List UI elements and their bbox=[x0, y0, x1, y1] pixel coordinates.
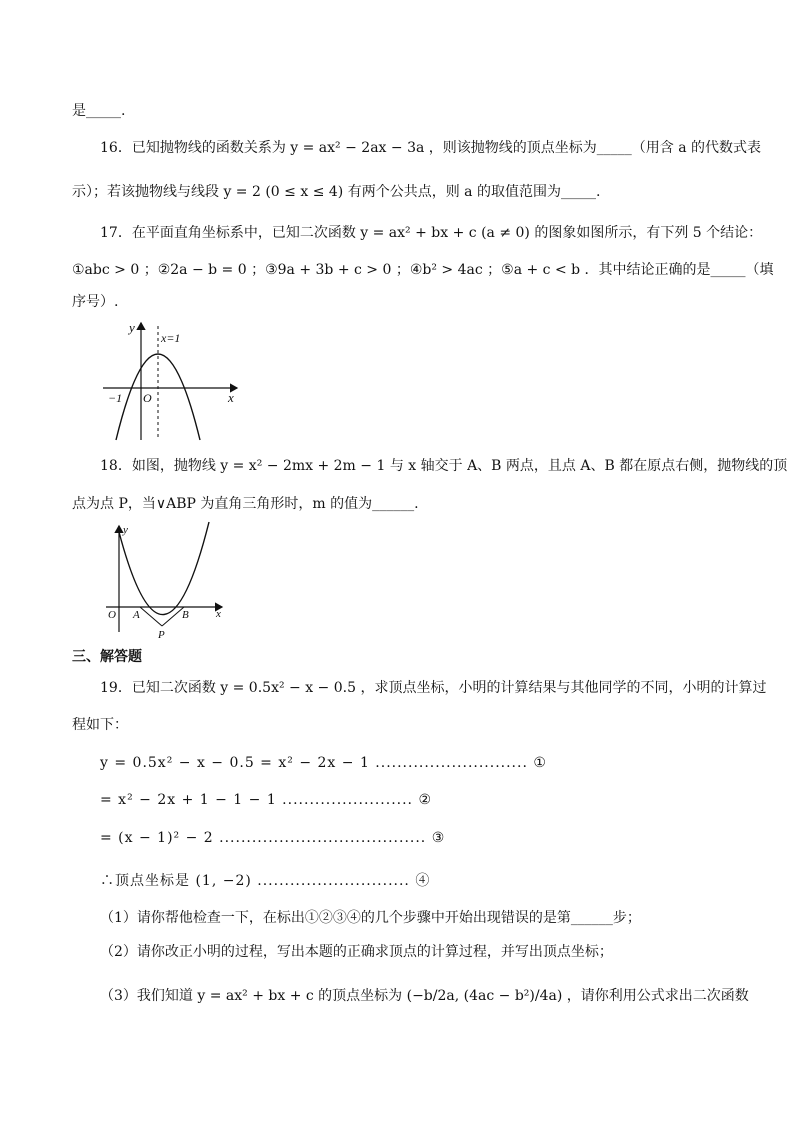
y-label: y bbox=[123, 524, 128, 536]
parabola bbox=[116, 354, 200, 440]
neg-one-label: −1 bbox=[108, 391, 123, 405]
y-label: y bbox=[129, 320, 135, 335]
point-B-label: B bbox=[182, 609, 189, 621]
q17-line2: ①abc > 0 ；②2a − b = 0 ；③9a + 3b + c > 0 ；④b² > 4ac ；⑤a + c < b ．其中结论正确的是_____（填 bbox=[72, 262, 774, 278]
q17-figure bbox=[100, 318, 245, 446]
point-P-label: P bbox=[158, 629, 165, 641]
q18-line1: 18．如图，抛物线 y = x² − 2mx + 2m − 1 与 x 轴交于 A、B 两点，且点 A、B 都在原点右侧，抛物线的顶 bbox=[100, 458, 788, 474]
origin-label: O bbox=[143, 391, 152, 405]
x-label: x bbox=[228, 390, 234, 405]
q19-step4: ∴顶点坐标是 (1, −2) ............................ ④ bbox=[100, 873, 431, 889]
q17-line3: 序号）. bbox=[72, 294, 119, 310]
q19-step3: = (x − 1)² − 2 ...................................... ③ bbox=[100, 830, 446, 846]
q18-figure bbox=[100, 520, 230, 645]
origin-label: O bbox=[108, 609, 116, 621]
x-label: x bbox=[216, 608, 221, 620]
q19-step1: y = 0.5x² − x − 0.5 = x² − 2x − 1 ............................ ① bbox=[100, 755, 547, 771]
q19-part2: （2）请你改正小明的过程，写出本题的正确求顶点的计算过程，并写出顶点坐标； bbox=[100, 944, 613, 960]
q19-part1: （1）请你帮他检查一下，在标出①②③④的几个步骤中开始出现错误的是第______步； bbox=[100, 910, 641, 926]
section-heading: 三、解答题 bbox=[72, 649, 142, 665]
q18-line2: 点为点 P，当∨ABP 为直角三角形时，m 的值为______. bbox=[72, 496, 419, 512]
q19-step2: = x² − 2x + 1 − 1 − 1 ........................ ② bbox=[100, 792, 432, 808]
q16-line2: 示）；若该抛物线与线段 y = 2 (0 ≤ x ≤ 4) 有两个公共点，则 a 的取值范围为_____. bbox=[72, 184, 601, 200]
q19-line2: 程如下： bbox=[72, 717, 128, 733]
axis-label: x=1 bbox=[161, 331, 181, 345]
segment-PA bbox=[140, 607, 162, 626]
q19-part3: （3）我们知道 y = ax² + bx + c 的顶点坐标为 (−b/2a, (4ac − b²)/4a) ，请你利用公式求出二次函数 bbox=[100, 988, 749, 1004]
q17-line1: 17．在平面直角坐标系中，已知二次函数 y = ax² + bx + c (a ≠ 0) 的图象如图所示，有下列 5 个结论： bbox=[100, 225, 763, 241]
parabola bbox=[119, 522, 209, 615]
point-A-label: A bbox=[133, 609, 140, 621]
q16-line1: 16．已知抛物线的函数关系为 y = ax² − 2ax − 3a ，则该抛物线的顶点坐标为_____（用含 a 的代数式表 bbox=[100, 140, 762, 156]
line-continuation: 是_____. bbox=[72, 103, 126, 119]
q19-line1: 19．已知二次函数 y = 0.5x² − x − 0.5 ，求顶点坐标，小明的计算结果与其他同学的不同，小明的计算过 bbox=[100, 680, 767, 696]
